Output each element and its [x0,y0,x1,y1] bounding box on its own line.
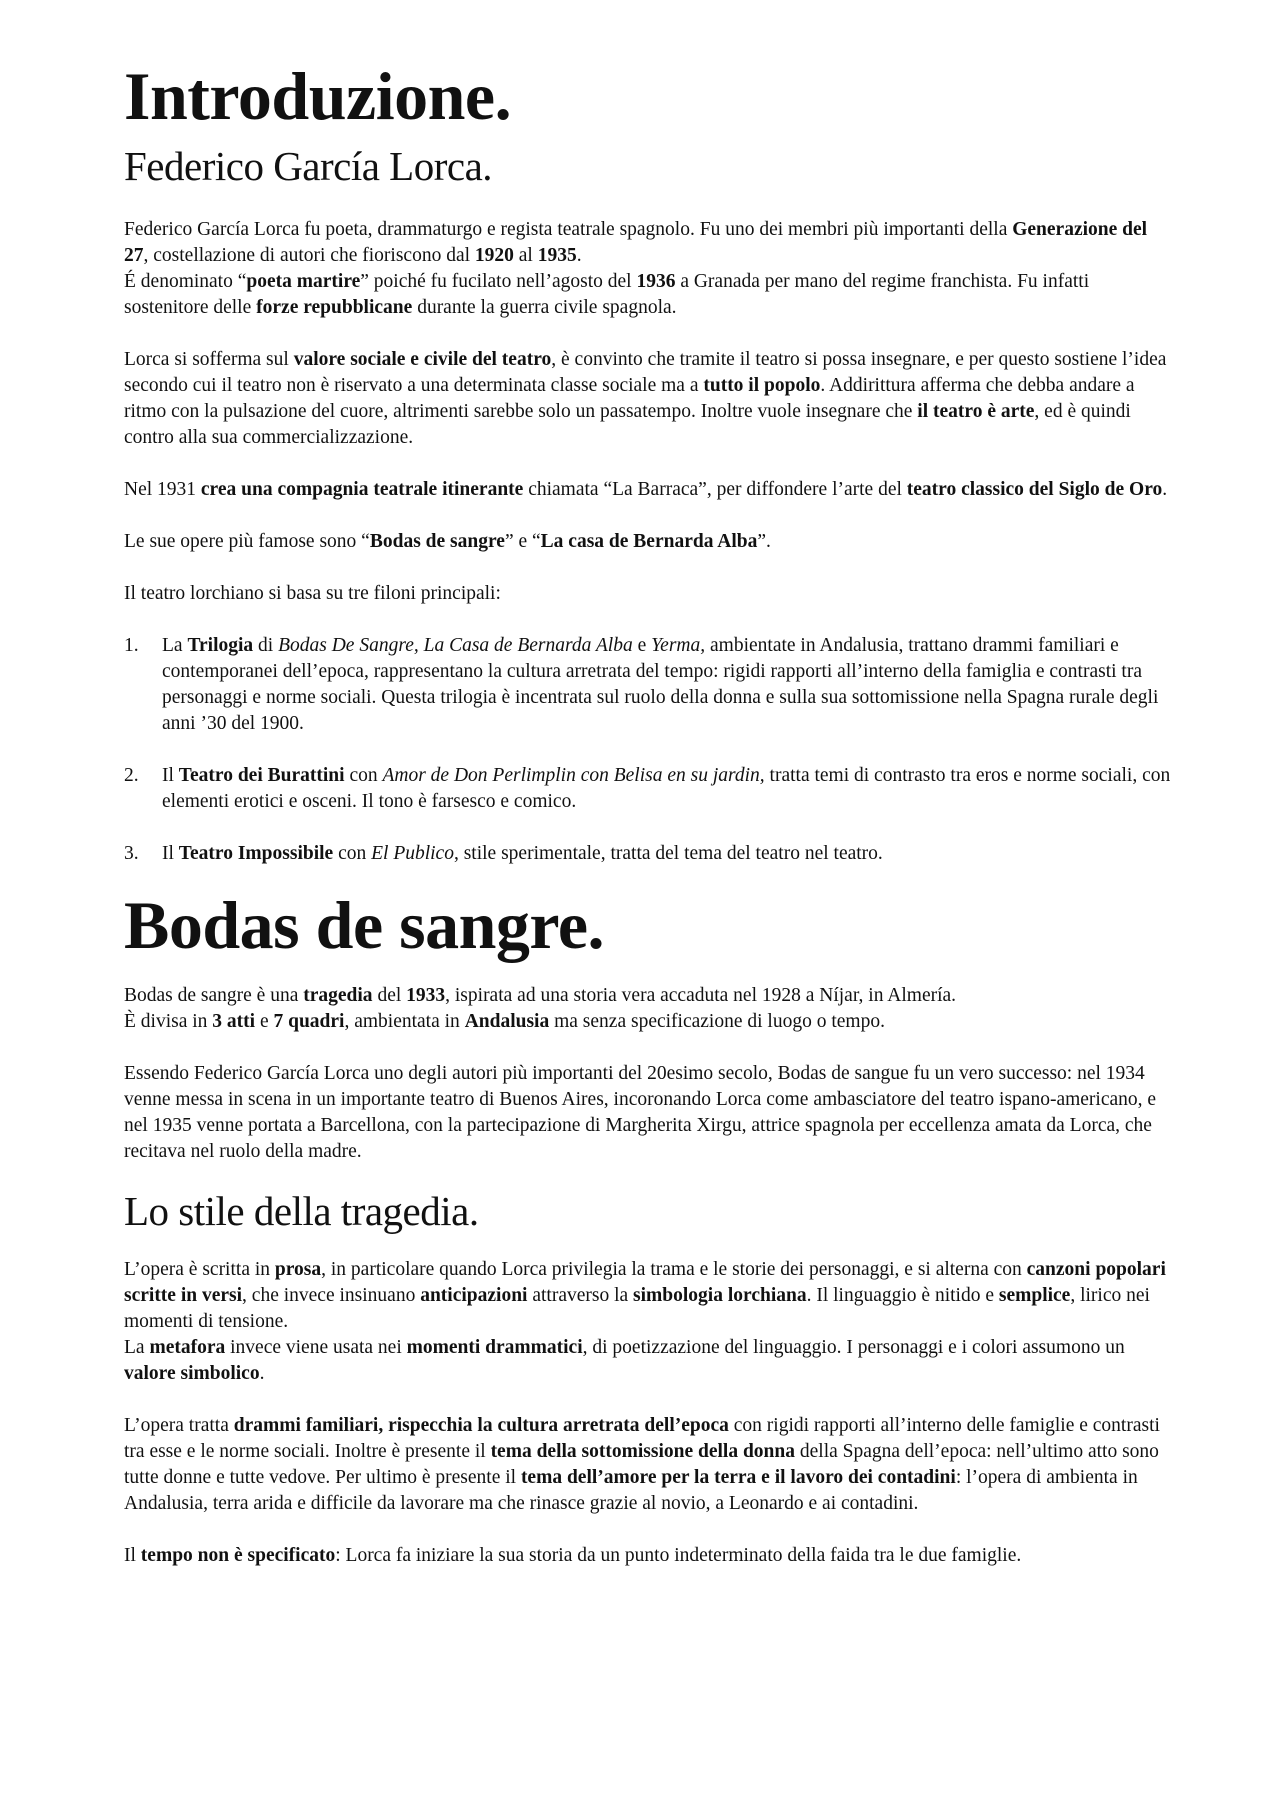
stile-paragraph-1: L’opera è scritta in prosa, in particolare quando Lorca privilegia la trama e le storie dei personaggi, e si alterna con canzoni popolari scritte in versi, che invece insinuano anticipazioni attraverso la simbologia lorchiana. Il linguaggio è nitido e semplice, lirico nei momenti di tensione. La metafora invece viene usata nei momenti drammatici, di poetizzazione del linguaggio. I personaggi e i colori assumono un valore simbolico. [124,1259,1166,1384]
stile-paragraph-2: L’opera tratta drammi familiari, rispecchia la cultura arretrata dell’epoca con rigidi rapporti all’interno delle famiglie e contrasti tra esse e le norme sociali. Inoltre è presente il tema della sottomissione della donna della Spagna dell’epoca: nell’ultimo atto sono tutte donne e tutte vedove. Per ultimo è presente il tema dell’amore per la terra e il lavoro dei contadini: l’opera di ambienta in Andalusia, terra arida e difficile da lavorare ma che rinasce grazie al novio, a Leonardo e ai contadini. [124,1415,1160,1514]
intro-paragraph-5: Il teatro lorchiano si basa su tre filoni principali: [124,583,501,604]
intro-paragraph-3: Nel 1931 crea una compagnia teatrale itinerante chiamata “La Barraca”, per diffondere l’arte del teatro classico del Siglo de Oro. [124,479,1168,500]
stile-paragraph-3: Il tempo non è specificato: Lorca fa iniziare la sua storia da un punto indeterminato della faida tra le due famiglie. [124,1545,1022,1566]
intro-paragraph-1: Federico García Lorca fu poeta, drammaturgo e regista teatrale spagnolo. Fu uno dei membri più importanti della Generazione del 27, costellazione di autori che fioriscono dal 1920 al 1935. É denominato “poeta martire” poiché fu fucilato nell’agosto del 1936 a Granada per mano del regime franchista. Fu infatti sostenitore delle forze repubblicane durante la guerra civile spagnola. [124,219,1148,318]
filoni-list [124,633,1174,867]
bodas-paragraph-1: Bodas de sangre è una tragedia del 1933, ispirata ad una storia vera accaduta nel 1928 a Níjar, in Almería. È divisa in 3 atti e 7 quadri, ambientata in Andalusia ma senza specificazione di luogo o tempo. [124,985,957,1032]
intro-paragraph-4: Le sue opere più famose sono “Bodas de sangre” e “La casa de Bernarda Alba”. [124,531,771,552]
intro-subtitle: Federico García Lorca. [124,143,493,189]
bodas-title: Bodas de sangre. [124,887,605,963]
list-item: 3. Il Teatro Impossibile con El Publico, stile sperimentale, tratta del tema del teatro nel teatro. [124,843,883,864]
intro-title: Introduzione. [124,58,512,134]
list-item: 1. La Trilogia di Bodas De Sangre, La Casa de Bernarda Alba e Yerma, ambientate in Andalusia, trattano drammi familiari e contemporanei dell’epoca, rappresentano la cultura arretrata del tempo: rigidi rapporti all’interno della famiglia e contrasti tra personaggi e norme sociali. Questa trilogia è incentrata sul ruolo della donna e sulla sua sottomissione nella Spagna rurale degli anni ’30 del 1900. [124,635,1159,734]
bodas-paragraph-2: Essendo Federico García Lorca uno degli autori più importanti del 20esimo secolo, Bodas de sangue fu un vero successo: nel 1934 venne messa in scena in un importante teatro di Buenos Aires, incoronando Lorca come ambasciatore del teatro ispano-americano, e nel 1935 venne portata a Barcellona, con la partecipazione di Margherita Xirgu, attrice spagnola per eccellenza amata da Lorca, che recitava nel ruolo della madre. [124,1063,1157,1162]
list-item: 2. Il Teatro dei Burattini con Amor de Don Perlimplin con Belisa en su jardin, tratta temi di contrasto tra eros e norme sociali, con elementi erotici e osceni. Il tono è farsesco e comico. [124,765,1171,812]
intro-paragraph-2: Lorca si sofferma sul valore sociale e civile del teatro, è convinto che tramite il teatro si possa insegnare, e per questo sostiene l’idea secondo cui il teatro non è riservato a una determinata classe sociale ma a tutto il popolo. Addirittura afferma che debba andare a ritmo con la pulsazione del cuore, altrimenti sarebbe solo un passatempo. Inoltre vuole insegnare che il teatro è arte, ed è quindi contro alla sua commercializzazione. [124,349,1167,448]
stile-title: Lo stile della tragedia. [124,1188,479,1234]
document-page [124,58,1174,1569]
